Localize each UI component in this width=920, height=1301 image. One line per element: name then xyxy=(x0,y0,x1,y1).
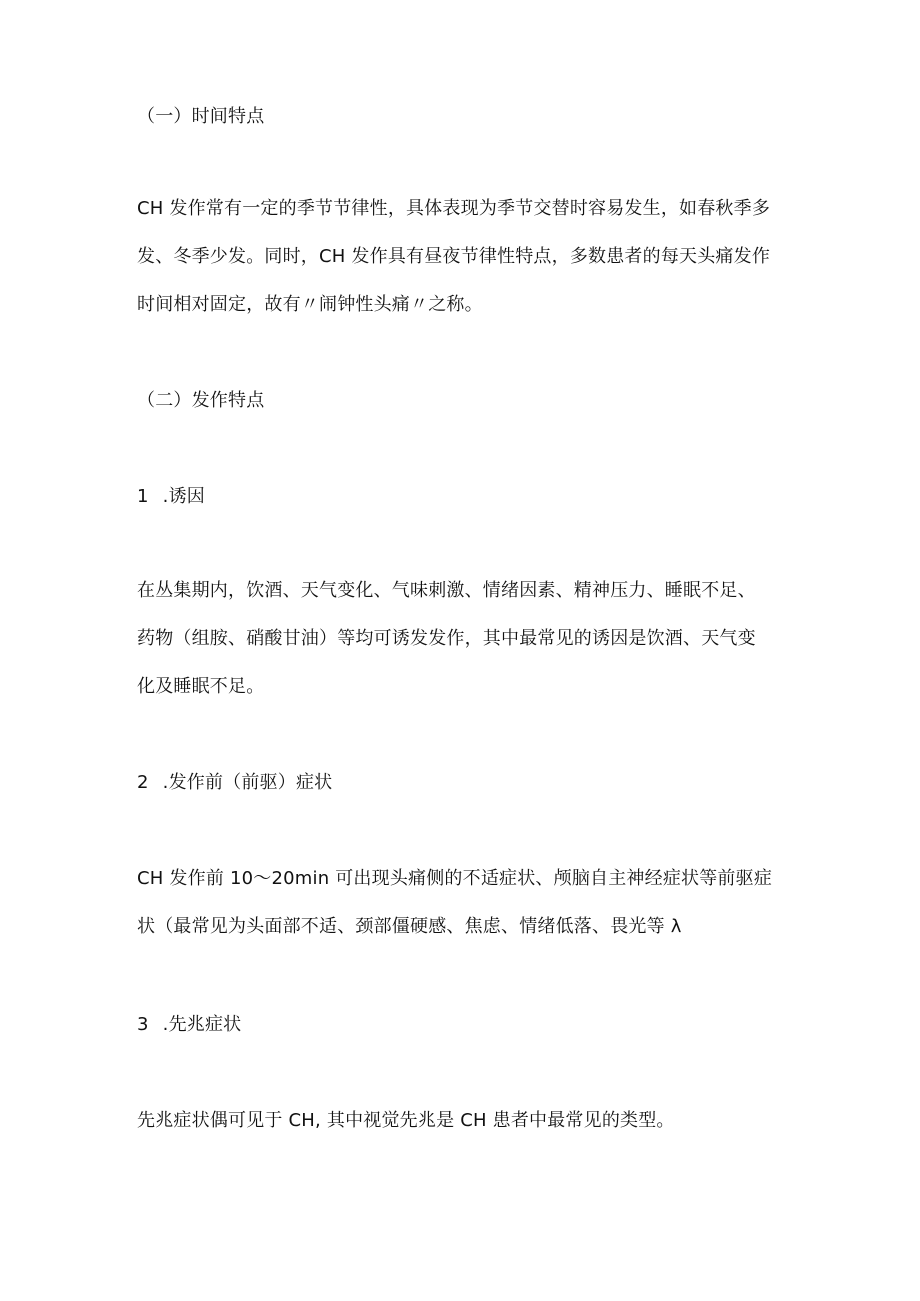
section-heading-attack: （二）发作特点 xyxy=(137,390,265,411)
paragraph-line: 药物（组胺、硝酸甘油）等均可诱发发作，其中最常见的诱因是饮酒、天气变 xyxy=(137,628,756,649)
paragraph-line: 化及睡眠不足。 xyxy=(137,676,265,697)
paragraph-line: CH 发作常有一定的季节节律性，具体表现为季节交替时容易发生，如春秋季多 xyxy=(137,198,771,219)
paragraph-line: 先兆症状偶可见于 CH, 其中视觉先兆是 CH 患者中最常见的类型。 xyxy=(137,1110,675,1131)
paragraph-line: 时间相对固定，故有〃闹钟性头痛〃之称。 xyxy=(137,294,483,315)
item-number: 1 xyxy=(137,486,149,507)
item-number: 3 xyxy=(137,1014,149,1035)
paragraph-line: 发、冬季少发。同时，CH 发作具有昼夜节律性特点，多数患者的每天头痛发作 xyxy=(137,246,771,267)
item-title: .先兆症状 xyxy=(162,1014,242,1035)
item-heading-aura xyxy=(137,1014,797,1036)
paragraph-line: 状（最常见为头面部不适、颈部僵硬感、焦虑、情绪低落、畏光等 λ xyxy=(137,916,682,937)
paragraph-line: 在丛集期内，饮酒、天气变化、气味刺激、情绪因素、精神压力、睡眠不足、 xyxy=(137,580,756,601)
item-heading-prodrome xyxy=(137,772,797,794)
item-number: 2 xyxy=(137,772,149,793)
item-heading-trigger xyxy=(137,486,797,508)
paragraph-line: CH 发作前 10～20min 可出现头痛侧的不适症状、颅脑自主神经症状等前驱症 xyxy=(137,868,773,889)
section-heading-time: （一）时间特点 xyxy=(137,106,265,127)
item-title: .发作前（前驱）症状 xyxy=(162,772,333,793)
item-title: .诱因 xyxy=(162,486,205,507)
